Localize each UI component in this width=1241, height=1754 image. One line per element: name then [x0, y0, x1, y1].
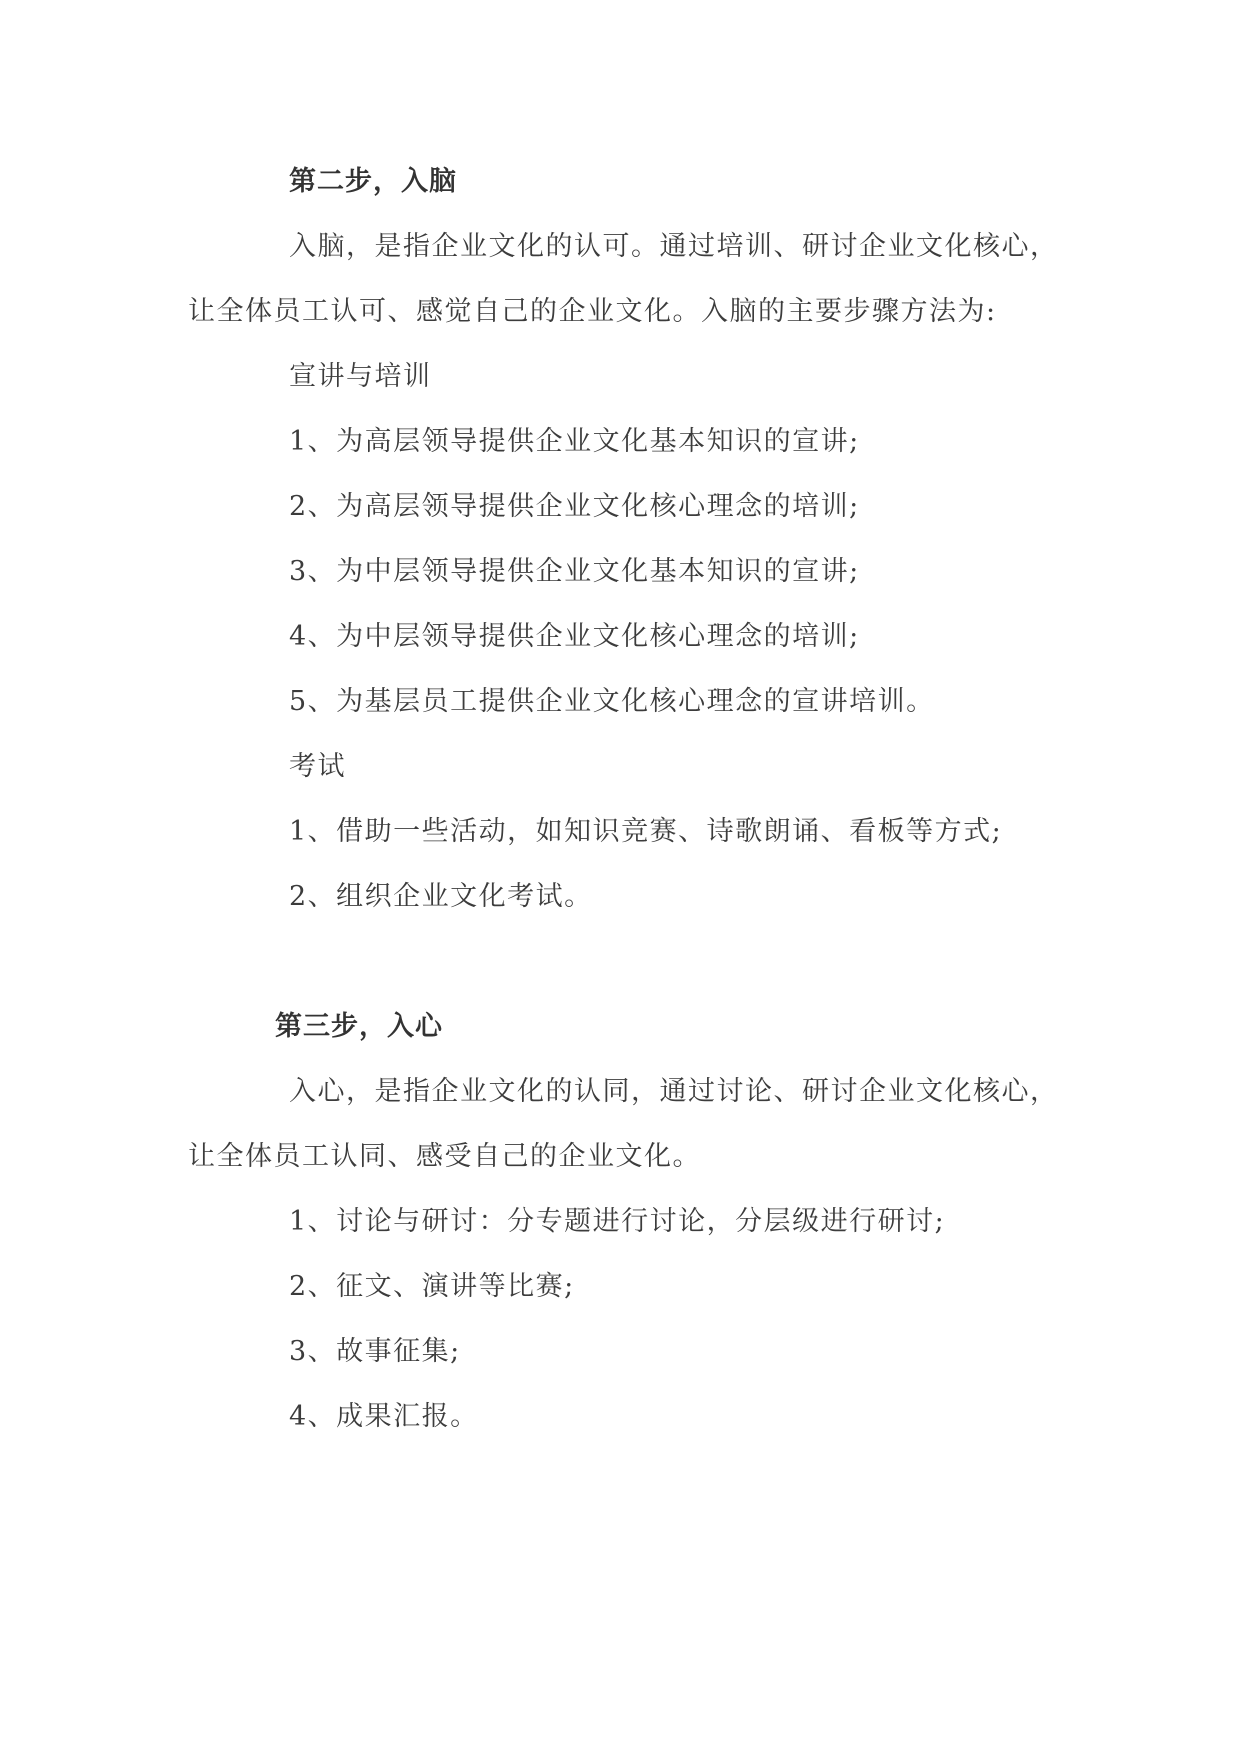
section-heading-step-2: 第二步，入脑: [289, 166, 457, 197]
section-heading-step-3: 第三步，入心: [275, 1011, 443, 1042]
subsection-title: 宣讲与培训: [289, 361, 432, 392]
paragraph-line: 让全体员工认同、感受自己的企业文化。: [188, 1141, 701, 1172]
list-item: 5、为基层员工提供企业文化核心理念的宣讲培训。: [289, 686, 935, 717]
subsection-title: 考试: [289, 751, 346, 782]
list-item: 1、讨论与研讨：分专题进行讨论，分层级进行研讨;: [289, 1206, 946, 1237]
paragraph-line: 入心，是指企业文化的认同，通过讨论、研讨企业文化核心，: [289, 1076, 1059, 1107]
list-item: 1、为高层领导提供企业文化基本知识的宣讲;: [289, 426, 860, 457]
list-item: 1、借助一些活动，如知识竞赛、诗歌朗诵、看板等方式;: [289, 816, 1003, 847]
list-item: 4、成果汇报。: [289, 1401, 479, 1432]
list-item: 2、组织企业文化考试。: [289, 881, 593, 912]
paragraph-line: 入脑，是指企业文化的认可。通过培训、研讨企业文化核心，: [289, 231, 1059, 262]
paragraph-line: 让全体员工认可、感觉自己的企业文化。入脑的主要步骤方法为:: [188, 296, 997, 327]
list-item: 3、为中层领导提供企业文化基本知识的宣讲;: [289, 556, 860, 587]
list-item: 3、故事征集;: [289, 1336, 461, 1367]
list-item: 2、征文、演讲等比赛;: [289, 1271, 575, 1302]
list-item: 2、为高层领导提供企业文化核心理念的培训;: [289, 491, 860, 522]
list-item: 4、为中层领导提供企业文化核心理念的培训;: [289, 621, 860, 652]
